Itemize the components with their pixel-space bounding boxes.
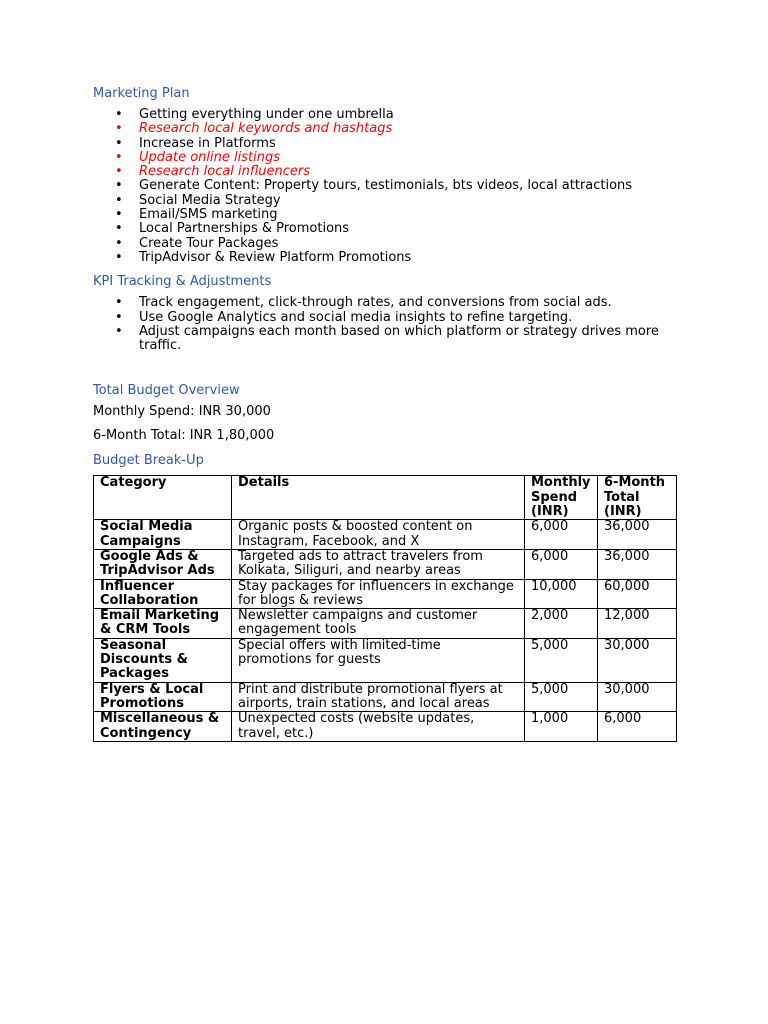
category-cell: Flyers & Local Promotions (94, 682, 232, 712)
kpi-heading: KPI Tracking & Adjustments (93, 274, 272, 290)
kpi-item-text: Use Google Analytics and social media insights to refine targeting. (139, 309, 573, 325)
bullet-icon: • (115, 107, 123, 122)
marketing-plan-item (93, 122, 693, 136)
six-month-total-text: 6-Month Total: INR 1,80,000 (93, 428, 275, 444)
monthly-spend-cell: 2,000 (525, 609, 598, 639)
kpi-item (93, 296, 693, 310)
six-month-total-cell: 6,000 (598, 712, 677, 742)
category-cell: Seasonal Discounts & Packages (94, 638, 232, 682)
marketing-plan-item-text: Generate Content: Property tours, testimonials, bts videos, local attractions (139, 178, 633, 194)
monthly-spend-cell: 5,000 (525, 682, 598, 712)
marketing-plan-item (93, 151, 693, 165)
kpi-item (93, 325, 693, 354)
marketing-plan-item (93, 137, 693, 151)
budget-breakup-heading: Budget Break-Up (93, 453, 204, 469)
marketing-plan-item-text: Increase in Platforms (139, 135, 276, 151)
table-row (94, 609, 677, 639)
bullet-icon: • (115, 135, 123, 151)
six-month-total-cell: 60,000 (598, 579, 677, 609)
marketing-plan-item (93, 208, 693, 222)
six-month-total-cell: 30,000 (598, 638, 677, 682)
budget-table (93, 475, 677, 741)
col-header-details: Details (232, 476, 525, 520)
monthly-spend-cell: 1,000 (525, 712, 598, 742)
marketing-plan-item-text: Email/SMS marketing (139, 207, 278, 223)
marketing-plan-item (93, 165, 693, 179)
table-row (94, 638, 677, 682)
col-header-total: 6-Month Total (INR) (598, 476, 677, 520)
six-month-total-cell: 36,000 (598, 520, 677, 550)
kpi-item-text: Adjust campaigns each month based on which platform or strategy drives more traffic. (139, 323, 659, 354)
table-row (94, 520, 677, 550)
category-cell: Influencer Collaboration (94, 579, 232, 609)
monthly-spend-cell: 5,000 (525, 638, 598, 682)
marketing-plan-item-text: Local Partnerships & Promotions (139, 221, 350, 237)
details-cell: Print and distribute promotional flyers at airports, train stations, and local areas (232, 682, 525, 712)
marketing-plan-item (93, 108, 693, 122)
category-cell: Social Media Campaigns (94, 520, 232, 550)
details-cell: Targeted ads to attract travelers from Kolkata, Siliguri, and nearby areas (232, 549, 525, 579)
table-row (94, 682, 677, 712)
kpi-list (93, 296, 693, 353)
category-cell: Google Ads & TripAdvisor Ads (94, 549, 232, 579)
kpi-item (93, 311, 693, 325)
category-cell: Miscellaneous & Contingency (94, 712, 232, 742)
bullet-icon: • (115, 323, 123, 339)
col-header-monthly: Monthly Spend (INR) (525, 476, 598, 520)
marketing-plan-list (93, 108, 693, 265)
marketing-plan-item-text: Getting everything under one umbrella (139, 107, 394, 122)
monthly-spend-cell: 6,000 (525, 549, 598, 579)
bullet-icon: • (115, 235, 123, 251)
bullet-icon: • (115, 149, 123, 165)
budget-table-header (94, 476, 677, 520)
details-cell: Stay packages for influencers in exchange for blogs & reviews (232, 579, 525, 609)
monthly-spend-cell: 6,000 (525, 520, 598, 550)
marketing-plan-item (93, 251, 693, 265)
bullet-icon: • (115, 207, 123, 223)
details-cell: Unexpected costs (website updates, travel, etc.) (232, 712, 525, 742)
marketing-plan-item-text: Create Tour Packages (139, 235, 279, 251)
table-row (94, 579, 677, 609)
marketing-plan-heading: Marketing Plan (93, 86, 190, 101)
bullet-icon: • (115, 249, 123, 265)
document-page (93, 86, 693, 742)
kpi-item-text: Track engagement, click-through rates, and conversions from social ads. (139, 295, 612, 311)
marketing-plan-item-text: TripAdvisor & Review Platform Promotions (139, 249, 412, 265)
marketing-plan-item-text: Research local keywords and hashtags (139, 121, 393, 137)
budget-overview-heading: Total Budget Overview (93, 383, 240, 399)
bullet-icon: • (115, 192, 123, 208)
bullet-icon: • (115, 309, 123, 325)
marketing-plan-item (93, 222, 693, 236)
category-cell: Email Marketing & CRM Tools (94, 609, 232, 639)
six-month-total-cell: 30,000 (598, 682, 677, 712)
bullet-icon: • (115, 164, 123, 180)
six-month-total-cell: 36,000 (598, 549, 677, 579)
monthly-spend-cell: 10,000 (525, 579, 598, 609)
details-cell: Special offers with limited-time promotions for guests (232, 638, 525, 682)
marketing-plan-item (93, 194, 693, 208)
six-month-total-cell: 12,000 (598, 609, 677, 639)
table-row (94, 712, 677, 742)
marketing-plan-item-text: Update online listings (139, 149, 280, 165)
bullet-icon: • (115, 221, 123, 237)
marketing-plan-item (93, 237, 693, 251)
bullet-icon: • (115, 178, 123, 194)
col-header-category: Category (94, 476, 232, 520)
bullet-icon: • (115, 121, 123, 137)
marketing-plan-item (93, 179, 693, 193)
marketing-plan-item-text: Research local influencers (139, 164, 311, 180)
monthly-spend-text: Monthly Spend: INR 30,000 (93, 404, 271, 420)
bullet-icon: • (115, 295, 123, 311)
marketing-plan-item-text: Social Media Strategy (139, 192, 281, 208)
table-row (94, 549, 677, 579)
details-cell: Organic posts & boosted content on Instagram, Facebook, and X (232, 520, 525, 550)
details-cell: Newsletter campaigns and customer engagement tools (232, 609, 525, 639)
